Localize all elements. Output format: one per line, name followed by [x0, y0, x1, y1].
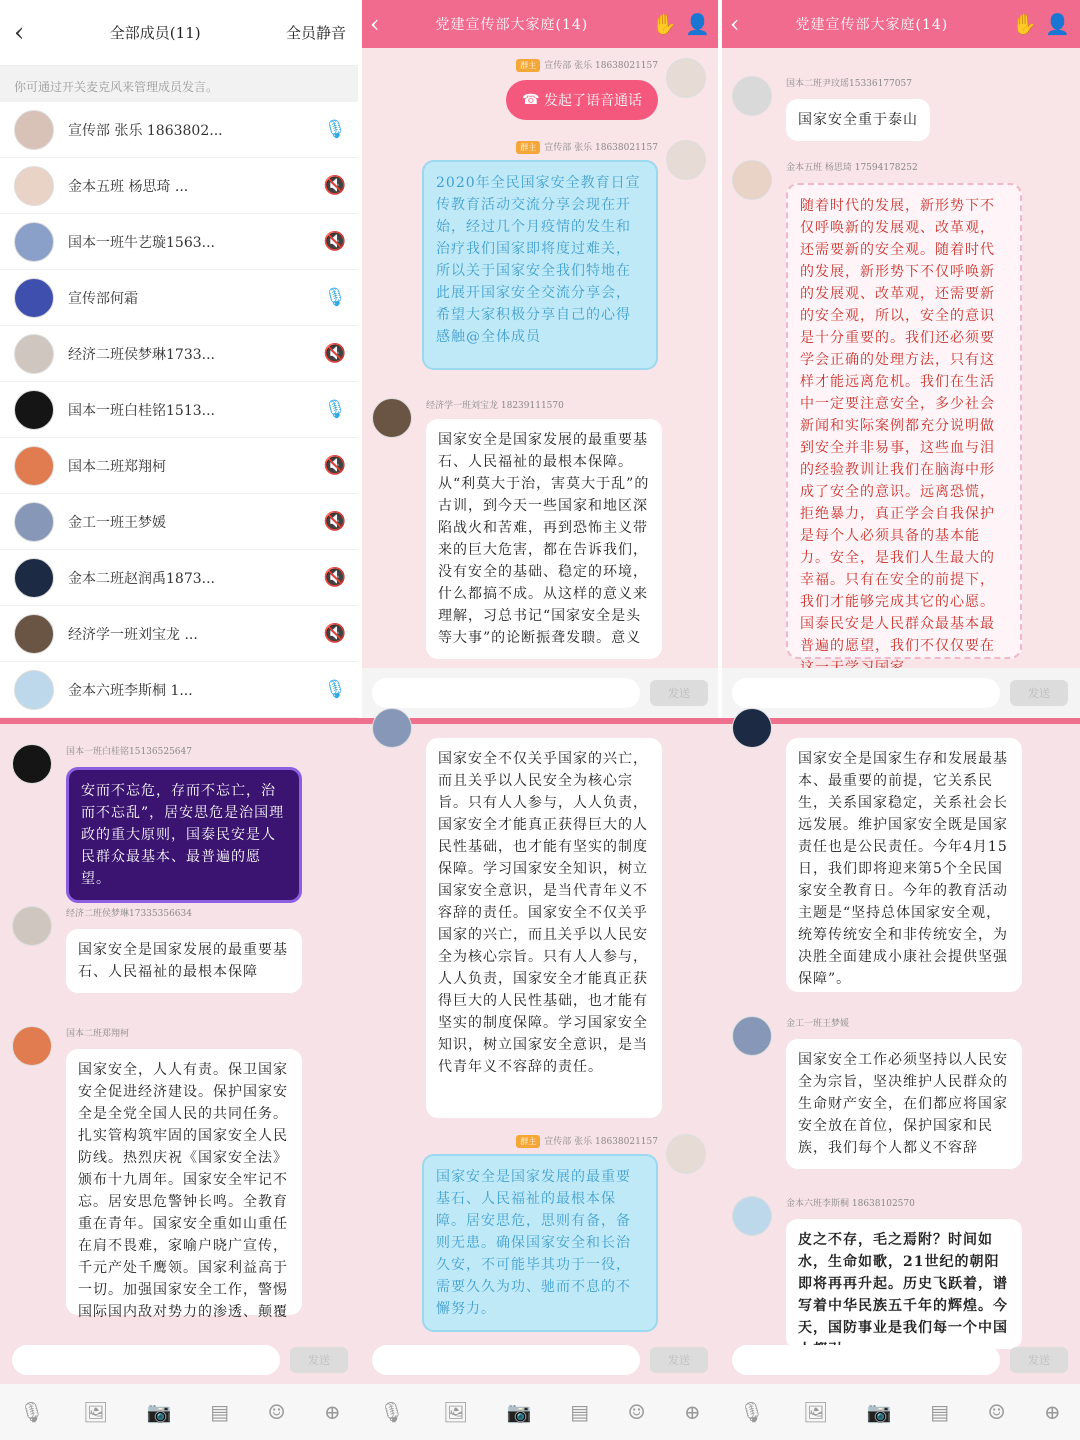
member-name: 宣传部 张乐 1863802...: [68, 122, 223, 139]
hand-icon[interactable]: ✋: [652, 12, 678, 36]
file-icon[interactable]: ▤: [210, 1400, 230, 1424]
input-bar: [0, 1336, 360, 1384]
avatar[interactable]: [732, 708, 772, 748]
input-bar: [720, 668, 1080, 718]
chat-toolbar: [0, 1384, 360, 1440]
avatar[interactable]: [732, 76, 772, 116]
message-bubble[interactable]: 随着时代的发展，新形势下不仅呼唤新的发展观、改革观，还需要新的安全观。随着时代的发展，新形势下不仅呼唤新的发展观、改革观，还需要新的安全观，所以，安全的意识是十分重要的。我们还必须要学会正确的处理方法，只有这样才能远离危机。我们在生活中一定要注意安全，多少社会新闻和实际案例都充分说明做到安全并非易事，这些血与泪的经验教训让我们在脑海中形成了安全的意识。远离恐慌，拒绝暴力，真正学会自我保护是每个人必须具备的基本能力。安全，是我们人生最大的幸福。只有在安全的前提下，我们才能够完成其它的心愿。国泰民安是人民群众最基本最普遍的愿望，我们不仅仅要在: [786, 183, 1022, 659]
avatar[interactable]: [732, 160, 772, 200]
emoji-icon[interactable]: ☺: [627, 1400, 646, 1424]
member-name: 经济二班侯梦琳1733...: [68, 346, 215, 363]
message-bubble[interactable]: 国家安全工作必须坚持以人民安全为宗旨，坚决维护人民群众的生命财产安全，在们都应将国家安全放在首位，保护国家和民族，我们每个人都义不容辞: [786, 1039, 1022, 1169]
avatar[interactable]: [666, 1134, 706, 1174]
chat-panel-1: [360, 0, 720, 718]
message-input[interactable]: [12, 1345, 280, 1375]
message: [12, 906, 342, 993]
send-button[interactable]: 发送: [290, 1347, 348, 1373]
message: [732, 160, 1062, 659]
avatar[interactable]: [14, 502, 54, 542]
member-row[interactable]: [0, 662, 360, 718]
add-icon[interactable]: ⊕: [323, 1400, 341, 1424]
members-icon[interactable]: 👤: [1045, 12, 1070, 36]
member-list-panel: [0, 0, 360, 718]
chat-panel-2: [720, 0, 1080, 718]
sender-name: 国本一班白桂铭15136525647: [66, 747, 192, 757]
chat-title: 党建宣传部大家庭(14): [795, 17, 949, 33]
message: [732, 724, 1062, 992]
mic-muted-icon[interactable]: 🔇: [323, 511, 347, 532]
member-title: 全部成员(11): [109, 24, 201, 42]
chat-toolbar: [720, 1384, 1080, 1440]
mic-muted-icon[interactable]: 🔇: [323, 567, 347, 588]
avatar[interactable]: [14, 166, 54, 206]
mic-on-icon[interactable]: 🎙: [323, 287, 347, 308]
voice-call-bubble[interactable]: [506, 80, 658, 120]
mic-muted-icon[interactable]: 🔇: [323, 455, 347, 476]
avatar[interactable]: [14, 670, 54, 710]
member-row[interactable]: [0, 382, 360, 438]
group-owner-tag: 群主: [516, 141, 540, 154]
message-input[interactable]: [372, 1345, 640, 1375]
message-bubble[interactable]: 皮之不存，毛之焉附？时间如水，生命如歌，21世纪的朝阳即将再再升起。历史飞跃着，谱写着中华民族五千年的辉煌。今天，国防事业是我们每一个中国: [786, 1219, 1022, 1349]
avatar[interactable]: [666, 140, 706, 180]
send-button[interactable]: 发送: [650, 1347, 708, 1373]
chat-header: [360, 0, 720, 48]
avatar[interactable]: [14, 390, 54, 430]
message: [732, 1016, 1062, 1169]
sender-name: 国本二班郑翔柯: [66, 1029, 130, 1039]
avatar[interactable]: [14, 558, 54, 598]
member-name: 国本一班白桂铭1513...: [68, 402, 215, 419]
input-bar: [720, 1336, 1080, 1384]
member-name: 金工一班王梦媛: [68, 514, 166, 531]
message-input[interactable]: [732, 678, 1000, 708]
emoji-icon[interactable]: ☺: [987, 1400, 1006, 1424]
message: [376, 1134, 706, 1332]
sender-name: 宣传部 张乐 18638021157: [544, 61, 658, 71]
message: [372, 398, 702, 659]
message-bubble[interactable]: 国家安全是国家发展的最重要基石、人民福祉的最根本保障: [66, 929, 302, 993]
panel-separator: [718, 0, 722, 718]
sender-name: 金本五班 杨思琦 17594178252: [786, 163, 918, 173]
avatar[interactable]: [372, 708, 412, 748]
camera-icon[interactable]: 📷: [146, 1400, 172, 1424]
message-bubble[interactable]: 国家安全是国家生存和发展最基本、最重要的前提，它关系民生，关系国家稳定，关系社会长远发展。维护国家安全既是国家责任也是公民责任。今年4月15日，我们即将迎来第5个全民国家安全教育日。今年的教育活动主题是“坚持总体国家安全观，统筹传统安全和非传统安全，为决胜全面建成小康社会提供坚强保障”。: [786, 738, 1022, 992]
back-icon[interactable]: ‹: [730, 10, 740, 38]
member-rows: [0, 102, 360, 718]
message: [376, 140, 706, 370]
group-owner-tag: 群主: [516, 1135, 540, 1148]
panel-separator: [358, 0, 362, 718]
input-bar: [360, 1336, 720, 1384]
image-icon[interactable]: 🖼: [83, 1400, 109, 1424]
member-name: 金本六班李斯桐 1...: [68, 682, 193, 699]
member-header: [0, 0, 360, 66]
send-button[interactable]: 发送: [1010, 680, 1068, 706]
message: [732, 76, 1062, 141]
mic-on-icon[interactable]: 🎙: [323, 119, 347, 140]
member-name: 金本二班赵润禹1873...: [68, 570, 215, 587]
image-icon[interactable]: 🖼: [803, 1400, 829, 1424]
message: [12, 744, 342, 903]
hand-icon[interactable]: ✋: [1012, 12, 1038, 36]
input-bar: [360, 668, 720, 718]
member-row[interactable]: [0, 606, 360, 662]
mute-all-button[interactable]: 全员静音: [285, 24, 346, 42]
send-button[interactable]: 发送: [650, 680, 708, 706]
member-name: 经济学一班刘宝龙 ...: [68, 626, 198, 643]
avatar[interactable]: [12, 744, 52, 784]
mic-muted-icon[interactable]: 🔇: [323, 175, 347, 196]
message: [372, 724, 702, 1118]
member-name: 金本五班 杨思琦 ...: [68, 178, 189, 195]
mic-notice: 你可通过开关麦克风来管理成员发言。: [0, 66, 360, 102]
member-row[interactable]: [0, 270, 360, 326]
avatar[interactable]: [14, 110, 54, 150]
mic-muted-icon[interactable]: 🔇: [323, 343, 347, 364]
message-bubble[interactable]: 国家安全重于泰山: [786, 99, 930, 141]
sender-name: 金本六班李斯桐 18638102570: [786, 1199, 915, 1209]
chat-panel-4: [360, 724, 720, 1440]
avatar[interactable]: [732, 1196, 772, 1236]
camera-icon[interactable]: 📷: [866, 1400, 892, 1424]
chat-title: 党建宣传部大家庭(14): [435, 17, 589, 33]
avatar[interactable]: [666, 58, 706, 98]
mic-muted-icon[interactable]: 🔇: [323, 623, 347, 644]
chat-toolbar: [360, 1384, 720, 1440]
chat-panel-5: [720, 724, 1080, 1440]
chat-panel-3: [0, 724, 360, 1440]
avatar[interactable]: [12, 906, 52, 946]
member-row[interactable]: [0, 494, 360, 550]
mic-icon[interactable]: 🎙: [739, 1400, 765, 1424]
back-icon[interactable]: ‹: [370, 10, 380, 38]
sender-name: 金工一班王梦媛: [786, 1019, 850, 1029]
sender-name: 经济二班侯梦琳17335356634: [66, 909, 192, 919]
back-icon[interactable]: ‹: [14, 17, 25, 48]
message-bubble[interactable]: 国家安全不仅关乎国家的兴亡，而且关乎以人民安全为核心宗旨。只有人人参与，人人负责，国家安全才能真正获得巨大的人民性基础，也才能有坚实的制度保障。学习国家安全知识，树立国家安全意识，是当代青年义不容辞的责任。国家安全不仅关乎国家的兴亡，而且关乎以人民安全为核心宗旨。只有人人参与，人人负责，国家安全才能真正获得巨大的人民性基础，也才能有坚实的制度保障。学习国家安全知识，树立国家安全意识，是当代青年义不容辞的责任。: [426, 738, 662, 1118]
file-icon[interactable]: ▤: [570, 1400, 590, 1424]
message: [376, 58, 706, 120]
mic-on-icon[interactable]: 🎙: [323, 679, 347, 700]
message-bubble[interactable]: 国家安全是国家发展的最重要基石、人民福祉的最根本保障。从“利莫大于治，害莫大于乱”的古训，到今天一些国家和地区深陷战火和苦难，再到恐怖主义带来的巨大危害，都在告诉我们，没有安全的基础、稳定的环境，什么都搞不成。从这样的意义来理解，习总书记“国家安全是头等大事”的论断振聋发聩。意义: [426, 419, 662, 659]
avatar[interactable]: [14, 222, 54, 262]
message-bubble[interactable]: 国家安全，人人有责。保卫国家安全促进经济建设。保护国家安全是全党全国人民的共同任务。扎实管构筑牢固的国家安全人民防线。热烈庆祝《国家安全法》颁布十九周年。国家安全牢记不忘。居安思危警钟长鸣。全教育重在青年。国家安全重如山重任在肩不畏难，家喻户晓广宣传，千元产处千鹰领。国家利益高于一切。加强国家安全工作，警惕国际国内敌对势力的渗透、颠覆: [66, 1049, 302, 1315]
avatar[interactable]: [14, 614, 54, 654]
avatar[interactable]: [14, 446, 54, 486]
mic-on-icon[interactable]: 🎙: [323, 399, 347, 420]
phone-icon: ☎: [522, 92, 544, 108]
avatar[interactable]: [732, 1016, 772, 1056]
member-row[interactable]: [0, 550, 360, 606]
member-name: 宣传部何霜: [68, 290, 138, 307]
avatar[interactable]: [12, 1026, 52, 1066]
send-button[interactable]: 发送: [1010, 1347, 1068, 1373]
member-row[interactable]: [0, 158, 360, 214]
message-input[interactable]: [732, 1345, 1000, 1375]
member-row[interactable]: [0, 326, 360, 382]
avatar[interactable]: [14, 278, 54, 318]
message-bubble[interactable]: 2020年全民国家安全教育日宣传教育活动交流分享会现在开始，经过几个月疫情的发生和治疗我们国家即将度过难关，所以关于国家安全我们特地在此展开国家安全交流分享会，希望大家积极分享自己的心得感触@全体成员: [422, 160, 658, 370]
group-owner-tag: 群主: [516, 59, 540, 72]
sender-name: 宣传部 张乐 18638021157: [544, 143, 658, 153]
mic-muted-icon[interactable]: 🔇: [323, 231, 347, 252]
mic-icon[interactable]: 🎙: [19, 1400, 45, 1424]
message-bubble[interactable]: 国家安全是国家发展的最重要基石、人民福祉的最根本保障。居安思危，思则有备，备则无患。确保国家安全和长治久安，不可能毕其功于一役，需要久久为功、驰而不息的不懈努力。: [422, 1154, 658, 1332]
message-input[interactable]: [372, 678, 640, 708]
sender-name: 经济学一班刘宝龙 18239111570: [426, 401, 564, 411]
member-row[interactable]: [0, 438, 360, 494]
add-icon[interactable]: ⊕: [683, 1400, 701, 1424]
avatar[interactable]: [14, 334, 54, 374]
call-text: 发起了语音通话: [544, 93, 642, 109]
avatar[interactable]: [372, 398, 412, 438]
mic-icon[interactable]: 🎙: [379, 1400, 405, 1424]
members-icon[interactable]: 👤: [685, 12, 710, 36]
image-icon[interactable]: 🖼: [443, 1400, 469, 1424]
file-icon[interactable]: ▤: [930, 1400, 950, 1424]
message: [12, 1026, 342, 1320]
member-row[interactable]: [0, 102, 360, 158]
message-bubble[interactable]: 安而不忘危，存而不忘亡，治而不忘乱”，居安思危是治国理政的重大原则，国泰民安是人民群众最基本、最普遍的愿望。: [66, 767, 302, 903]
sender-name: 国本二班尹玟瑶15336177057: [786, 79, 912, 89]
emoji-icon[interactable]: ☺: [267, 1400, 286, 1424]
member-name: 国本一班牛艺璇1563...: [68, 234, 215, 251]
member-row[interactable]: [0, 214, 360, 270]
chat-header: [720, 0, 1080, 48]
camera-icon[interactable]: 📷: [506, 1400, 532, 1424]
sender-name: 宣传部 张乐 18638021157: [544, 1137, 658, 1147]
add-icon[interactable]: ⊕: [1043, 1400, 1061, 1424]
message: [732, 1196, 1062, 1349]
member-name: 国本二班郑翔柯: [68, 458, 166, 475]
